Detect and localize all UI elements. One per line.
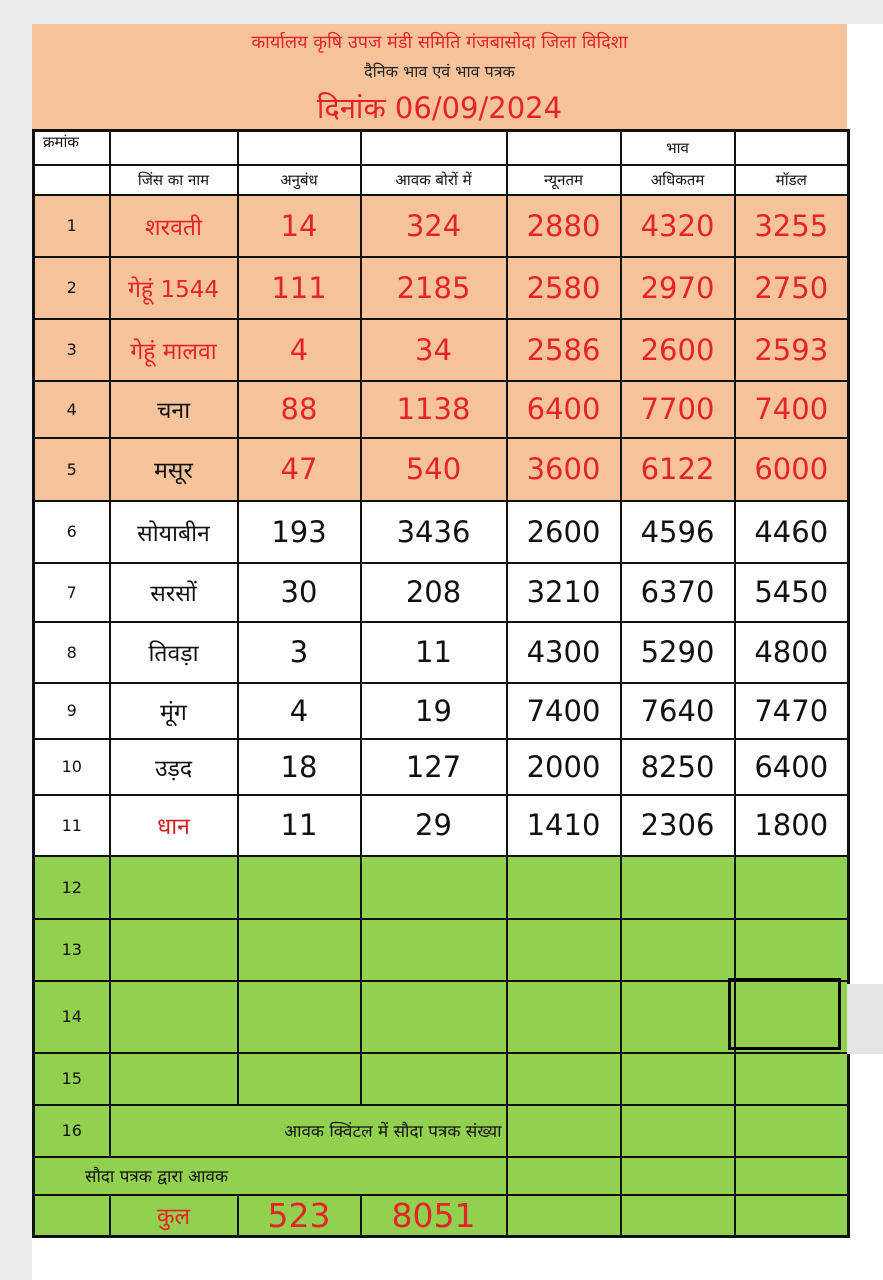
empty-row [34,919,849,981]
serial-cell: 1 [34,195,110,257]
model-price-cell: 6000 [735,438,849,501]
header-blank [238,131,361,165]
max-price-cell: 7700 [621,381,735,438]
contracts-cell: 14 [238,195,361,257]
sheet-date: दिनांक 06/09/2024 [316,91,563,125]
header-model: मॉडल [735,165,849,195]
table-row [34,195,849,257]
empty-cell [361,981,507,1053]
model-price-cell: 7470 [735,683,849,739]
empty-cell [507,981,621,1053]
commodity-cell: शरवती [110,195,238,257]
empty-cell [507,1105,621,1157]
min-price-cell: 1410 [507,795,621,856]
max-price-cell: 5290 [621,622,735,683]
max-price-cell: 4596 [621,501,735,563]
bags-cell: 11 [361,622,507,683]
contracts-cell: 3 [238,622,361,683]
bags-cell: 208 [361,563,507,622]
serial-cell: 13 [34,919,110,981]
summary-row [34,1105,849,1157]
sheet-subtitle: दैनिक भाव एवं भाव पत्रक [364,62,515,81]
empty-row [34,856,849,919]
sheet-header [32,24,847,129]
table-row [34,501,849,563]
commodity-cell: धान [110,795,238,856]
serial-cell: 9 [34,683,110,739]
contracts-cell: 11 [238,795,361,856]
header-blank [735,131,849,165]
table-row [34,257,849,319]
note-row [34,1157,849,1195]
min-price-cell: 4300 [507,622,621,683]
model-price-cell: 5450 [735,563,849,622]
serial-cell: 12 [34,856,110,919]
empty-cell [621,1157,735,1195]
header-blank [361,131,507,165]
header-serial: क्रमांक [34,131,110,165]
selected-cell-outline[interactable] [728,978,841,1050]
empty-row [34,1053,849,1105]
min-price-cell: 2880 [507,195,621,257]
serial-cell: 8 [34,622,110,683]
contracts-cell: 30 [238,563,361,622]
empty-cell [735,919,849,981]
table-row [34,795,849,856]
empty-cell [735,1157,849,1195]
empty-cell [34,1195,110,1237]
serial-cell: 11 [34,795,110,856]
model-price-cell: 6400 [735,739,849,795]
bags-cell: 34 [361,319,507,381]
empty-cell [735,1105,849,1157]
empty-cell [110,856,238,919]
commodity-cell: गेहूं 1544 [110,257,238,319]
empty-cell [507,919,621,981]
header-commodity: जिंस का नाम [110,165,238,195]
min-price-cell: 3210 [507,563,621,622]
table-row [34,438,849,501]
min-price-cell: 2586 [507,319,621,381]
commodity-cell: तिवड़ा [110,622,238,683]
total-label: कुल [110,1195,238,1237]
model-price-cell: 2750 [735,257,849,319]
empty-cell [735,856,849,919]
empty-cell [238,856,361,919]
contracts-cell: 111 [238,257,361,319]
max-price-cell: 2600 [621,319,735,381]
commodity-cell: गेहूं मालवा [110,319,238,381]
office-title: कार्यालय कृषि उपज मंडी समिति गंजबासोदा जिला विदिशा [251,32,628,53]
max-price-cell: 4320 [621,195,735,257]
header-bhav: भाव [621,131,735,165]
empty-cell [110,919,238,981]
max-price-cell: 2306 [621,795,735,856]
commodity-cell: मूंग [110,683,238,739]
serial-cell: 10 [34,739,110,795]
empty-cell [507,1157,621,1195]
bags-cell: 29 [361,795,507,856]
empty-cell [110,1053,238,1105]
contracts-cell: 193 [238,501,361,563]
contracts-cell: 88 [238,381,361,438]
max-price-cell: 6370 [621,563,735,622]
serial-cell: 16 [34,1105,110,1157]
table-row [34,739,849,795]
model-price-cell: 4460 [735,501,849,563]
header-blank [110,131,238,165]
arrival-via-sauda-label: सौदा पत्रक द्वारा आवक [34,1157,507,1195]
model-price-cell: 7400 [735,381,849,438]
total-bags: 8051 [361,1195,507,1237]
model-price-cell: 4800 [735,622,849,683]
arrival-quintal-label: आवक क्विंटल में सौदा पत्रक संख्या [110,1105,507,1157]
empty-cell [238,981,361,1053]
model-price-cell: 3255 [735,195,849,257]
contracts-cell: 4 [238,683,361,739]
min-price-cell: 2600 [507,501,621,563]
serial-cell: 3 [34,319,110,381]
header-min: न्यूनतम [507,165,621,195]
serial-cell: 2 [34,257,110,319]
empty-cell [621,1105,735,1157]
empty-cell [621,856,735,919]
max-price-cell: 7640 [621,683,735,739]
commodity-cell: सरसों [110,563,238,622]
table-row [34,381,849,438]
serial-cell: 14 [34,981,110,1053]
empty-cell [621,1195,735,1237]
empty-cell [621,919,735,981]
total-row [34,1195,849,1237]
empty-cell [238,1053,361,1105]
serial-cell: 4 [34,381,110,438]
empty-cell [238,919,361,981]
bags-cell: 324 [361,195,507,257]
empty-cell [507,1195,621,1237]
empty-cell [735,1053,849,1105]
model-price-cell: 2593 [735,319,849,381]
max-price-cell: 8250 [621,739,735,795]
header-arrival-bags: आवक बोरों में [361,165,507,195]
min-price-cell: 7400 [507,683,621,739]
empty-cell [621,981,735,1053]
table-row [34,683,849,739]
serial-cell: 6 [34,501,110,563]
min-price-cell: 6400 [507,381,621,438]
price-table [32,129,850,1238]
empty-cell [361,1053,507,1105]
total-contracts: 523 [238,1195,361,1237]
bags-cell: 540 [361,438,507,501]
empty-cell [621,1053,735,1105]
commodity-cell: मसूर [110,438,238,501]
serial-cell: 7 [34,563,110,622]
empty-cell [507,856,621,919]
empty-cell [110,981,238,1053]
table-row [34,319,849,381]
commodity-cell: चना [110,381,238,438]
header-max: अधिकतम [621,165,735,195]
max-price-cell: 2970 [621,257,735,319]
bags-cell: 2185 [361,257,507,319]
header-contracts: अनुबंध [238,165,361,195]
empty-cell [507,1053,621,1105]
bags-cell: 3436 [361,501,507,563]
empty-cell [361,919,507,981]
edge-artifact [847,984,883,1054]
table-row [34,563,849,622]
header-blank [34,165,110,195]
model-price-cell: 1800 [735,795,849,856]
table-row [34,622,849,683]
min-price-cell: 2580 [507,257,621,319]
contracts-cell: 18 [238,739,361,795]
min-price-cell: 3600 [507,438,621,501]
min-price-cell: 2000 [507,739,621,795]
contracts-cell: 4 [238,319,361,381]
bags-cell: 1138 [361,381,507,438]
empty-row [34,981,849,1053]
max-price-cell: 6122 [621,438,735,501]
bags-cell: 127 [361,739,507,795]
contracts-cell: 47 [238,438,361,501]
header-blank [507,131,621,165]
empty-cell [735,1195,849,1237]
commodity-cell: उड़द [110,739,238,795]
commodity-cell: सोयाबीन [110,501,238,563]
serial-cell: 15 [34,1053,110,1105]
serial-cell: 5 [34,438,110,501]
empty-cell [361,856,507,919]
bags-cell: 19 [361,683,507,739]
